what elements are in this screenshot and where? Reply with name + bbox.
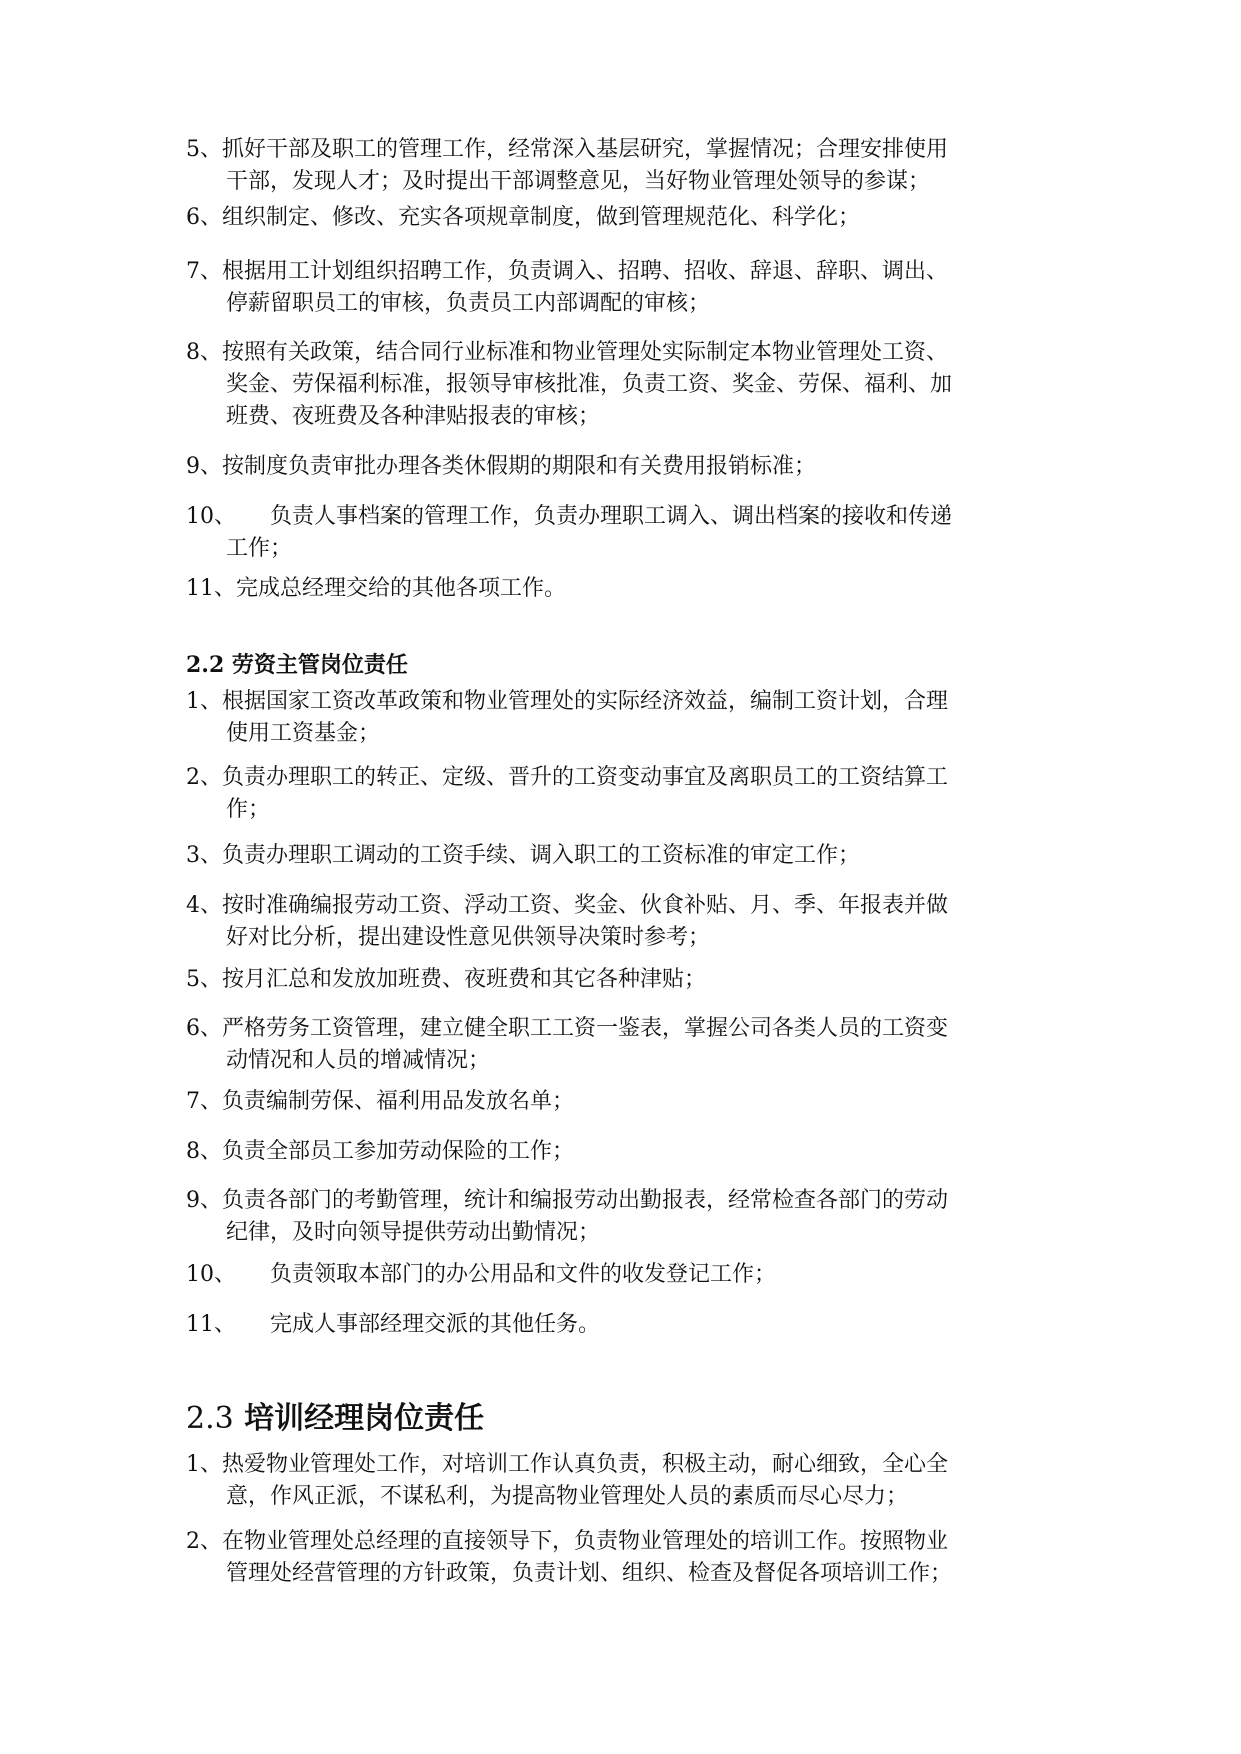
item-text-line1: 负责全部员工参加劳动保险的工作；: [222, 1139, 575, 1164]
item-text-line1: 抓好干部及职工的管理工作，经常深入基层研究，掌握情况；合理安排使用: [222, 137, 949, 162]
item-text-line2: 管理处经营管理的方针政策，负责计划、组织、检查及督促各项培训工作；: [226, 1561, 953, 1586]
item-number: 6、: [186, 1016, 222, 1041]
item-text-line1: 根据用工计划组织招聘工作，负责调入、招聘、招收、辞退、辞职、调出、: [222, 259, 949, 284]
item-text-line1: 负责人事档案的管理工作，负责办理职工调入、调出档案的接收和传递: [270, 504, 953, 529]
item-number: 1、: [186, 1452, 222, 1477]
item-text-line1: 按制度负责审批办理各类休假期的期限和有关费用报销标准；: [222, 454, 817, 479]
item-text-line2: 纪律，及时向领导提供劳动出勤情况；: [226, 1220, 601, 1245]
item-text-line2: 停薪留职员工的审核，负责员工内部调配的审核；: [226, 291, 711, 316]
list-item-2-2-2: [186, 762, 1056, 826]
item-text-line2: 干部，发现人才；及时提出干部调整意见，当好物业管理处领导的参谋；: [226, 169, 931, 194]
item-text-line1: 负责各部门的考勤管理，统计和编报劳动出勤报表，经常检查各部门的劳动: [222, 1188, 949, 1213]
list-item-2-2-1: [186, 686, 1056, 750]
list-item-2-2-5: [186, 964, 1056, 996]
item-text-line1: 严格劳务工资管理，建立健全职工工资一鉴表，掌握公司各类人员的工资变: [222, 1016, 949, 1041]
item-number: 11、: [186, 1312, 236, 1337]
item-text-line1: 按时准确编报劳动工资、浮动工资、奖金、伙食补贴、月、季、年报表并做: [222, 893, 949, 918]
list-item-prev-8: [186, 337, 1056, 433]
item-number: 6、: [186, 205, 222, 230]
item-number: 11、: [186, 576, 236, 601]
item-number: 2、: [186, 1529, 222, 1554]
item-number: 7、: [186, 259, 222, 284]
list-item-2-2-6: [186, 1013, 1056, 1077]
item-number: 9、: [186, 1188, 222, 1213]
item-text-line1: 在物业管理处总经理的直接领导下，负责物业管理处的培训工作。按照物业: [222, 1529, 949, 1554]
list-item-prev-10: [186, 501, 1056, 565]
list-item-2-2-3: [186, 840, 1056, 872]
item-text-line1: 热爱物业管理处工作，对培训工作认真负责，积极主动，耐心细致，全心全: [222, 1452, 949, 1477]
list-item-prev-11: [186, 573, 1056, 605]
section-heading-2-2: 2.2 劳资主管岗位责任: [186, 652, 408, 678]
item-text-line3: 班费、夜班费及各种津贴报表的审核；: [226, 404, 601, 429]
list-item-prev-6: [186, 202, 1056, 234]
item-text-line2: 工作；: [226, 536, 293, 561]
item-number: 7、: [186, 1089, 222, 1114]
item-number: 5、: [186, 137, 222, 162]
list-item-2-2-8: [186, 1136, 1056, 1168]
list-item-2-2-11: [186, 1309, 1056, 1341]
item-text-line1: 完成总经理交给的其他各项工作。: [236, 576, 567, 601]
item-text-line2: 奖金、劳保福利标准，报领导审核批准，负责工资、奖金、劳保、福利、加: [226, 372, 953, 397]
item-number: 5、: [186, 967, 222, 992]
list-item-2-2-7: [186, 1086, 1056, 1118]
item-text-line2: 好对比分析，提出建设性意见供领导决策时参考；: [226, 925, 711, 950]
list-item-prev-9: [186, 451, 1056, 483]
item-number: 2、: [186, 765, 222, 790]
list-item-prev-5: [186, 134, 1056, 198]
item-text-line2: 作；: [226, 797, 271, 822]
list-item-prev-7: [186, 256, 1056, 320]
list-item-2-3-1: [186, 1449, 1056, 1513]
item-number: 1、: [186, 689, 222, 714]
item-text-line1: 组织制定、修改、充实各项规章制度，做到管理规范化、科学化；: [222, 205, 861, 230]
item-text-line1: 根据国家工资改革政策和物业管理处的实际经济效益，编制工资计划，合理: [222, 689, 949, 714]
item-number: 10、: [186, 504, 236, 529]
item-number: 8、: [186, 340, 222, 365]
list-item-2-2-9: [186, 1185, 1056, 1249]
item-number: 10、: [186, 1262, 236, 1287]
item-number: 3、: [186, 843, 222, 868]
item-text-line1: 完成人事部经理交派的其他任务。: [270, 1312, 601, 1337]
item-text-line1: 负责办理职工调动的工资手续、调入职工的工资标准的审定工作；: [222, 843, 861, 868]
list-item-2-2-4: [186, 890, 1056, 954]
item-text-line2: 动情况和人员的增减情况；: [226, 1048, 491, 1073]
item-text-line1: 负责编制劳保、福利用品发放名单；: [222, 1089, 575, 1114]
section-heading-2-3: [186, 1399, 1056, 1439]
item-number: 4、: [186, 893, 222, 918]
item-text-line1: 按照有关政策，结合同行业标准和物业管理处实际制定本物业管理处工资、: [222, 340, 949, 365]
item-number: 9、: [186, 454, 222, 479]
item-text-line2: 使用工资基金；: [226, 721, 381, 746]
list-item-2-2-10: [186, 1259, 1056, 1291]
section-heading-text: 培训经理岗位责任: [244, 1401, 485, 1436]
item-text-line2: 意，作风正派，不谋私利，为提高物业管理处人员的素质而尽心尽力；: [226, 1484, 909, 1509]
list-item-2-3-2: [186, 1526, 1056, 1590]
item-text-line1: 负责办理职工的转正、定级、晋升的工资变动事宜及离职员工的工资结算工: [222, 765, 949, 790]
item-text-line1: 按月汇总和发放加班费、夜班费和其它各种津贴；: [222, 967, 707, 992]
section-heading-number: 2.3: [186, 1401, 234, 1436]
item-number: 8、: [186, 1139, 222, 1164]
item-text-line1: 负责领取本部门的办公用品和文件的收发登记工作；: [270, 1262, 777, 1287]
